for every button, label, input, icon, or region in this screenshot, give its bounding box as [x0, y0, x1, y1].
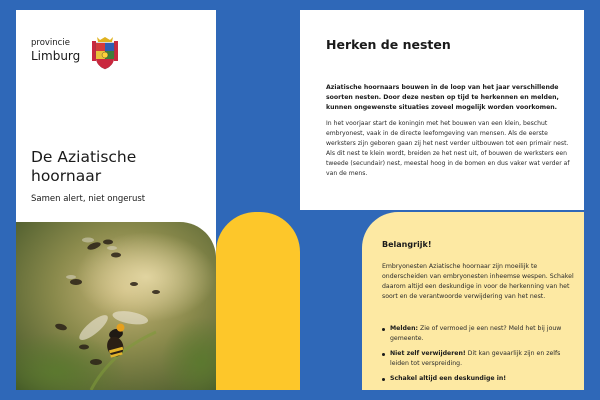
document-subtitle: Samen alert, niet ongerust: [31, 194, 146, 204]
list-item-label: Schakel altijd een deskundige in!: [390, 375, 507, 382]
document-title: De Aziatische hoornaar: [31, 148, 137, 185]
section-heading: Herken de nesten: [326, 37, 451, 52]
nests-info-page: [300, 10, 584, 210]
list-item-label: Melden:: [390, 325, 418, 332]
intro-paragraph: Aziatische hoornaars bouwen in de loop van het jaar verschillende soorten nesten. Door deze nesten op tijd te herkennen en melden, kunnen ongewenste situaties zoveel mogelijk worden voorkomen.: [326, 84, 559, 111]
list-item: [382, 374, 576, 384]
brochure-cover-page: [16, 10, 216, 390]
list-item-label: Niet zelf verwijderen!: [390, 350, 466, 357]
province-label: provincie: [31, 38, 70, 48]
yellow-tab-decoration: [216, 212, 300, 390]
body-paragraph: In het voorjaar start de koningin met het bouwen van een klein, beschut embryonest, vaak in de directe leefomgeving van mensen. Als de eerste werksters zijn geboren gaan zij het nest verder uitbouwen tot een primair nest. Als dit nest te klein wordt, breiden ze het nest uit, of bouwen de werksters een tweede (secundair) nest, meestal hoog in de bomen en dus vaker wat verder af van de mens.: [326, 120, 570, 177]
province-name: Limburg: [31, 49, 81, 63]
list-item: [382, 349, 576, 369]
list-item: [382, 324, 576, 344]
limburg-crest-icon: [92, 36, 118, 70]
list-item-text: Zie of vermoed je een nest? Meld het bij jouw gemeente.: [390, 325, 562, 342]
info-box-title: Belangrijk!: [382, 240, 432, 249]
important-info-box: [362, 212, 584, 390]
info-box-text: Embryonesten Aziatische hoornaar zijn moeilijk te onderscheiden van embryonesten inheemse wespen. Schakel daarom altijd een deskundige in voor de herkenning van het soort en de verantwoorde verwijdering van het nest.: [382, 263, 574, 300]
hornet-photo: [16, 222, 216, 390]
list-item-text: Dit kan gevaarlijk zijn en zelfs leiden tot verspreiding.: [390, 350, 561, 367]
province-logo-text: [31, 38, 80, 64]
info-box-list: [382, 324, 576, 389]
